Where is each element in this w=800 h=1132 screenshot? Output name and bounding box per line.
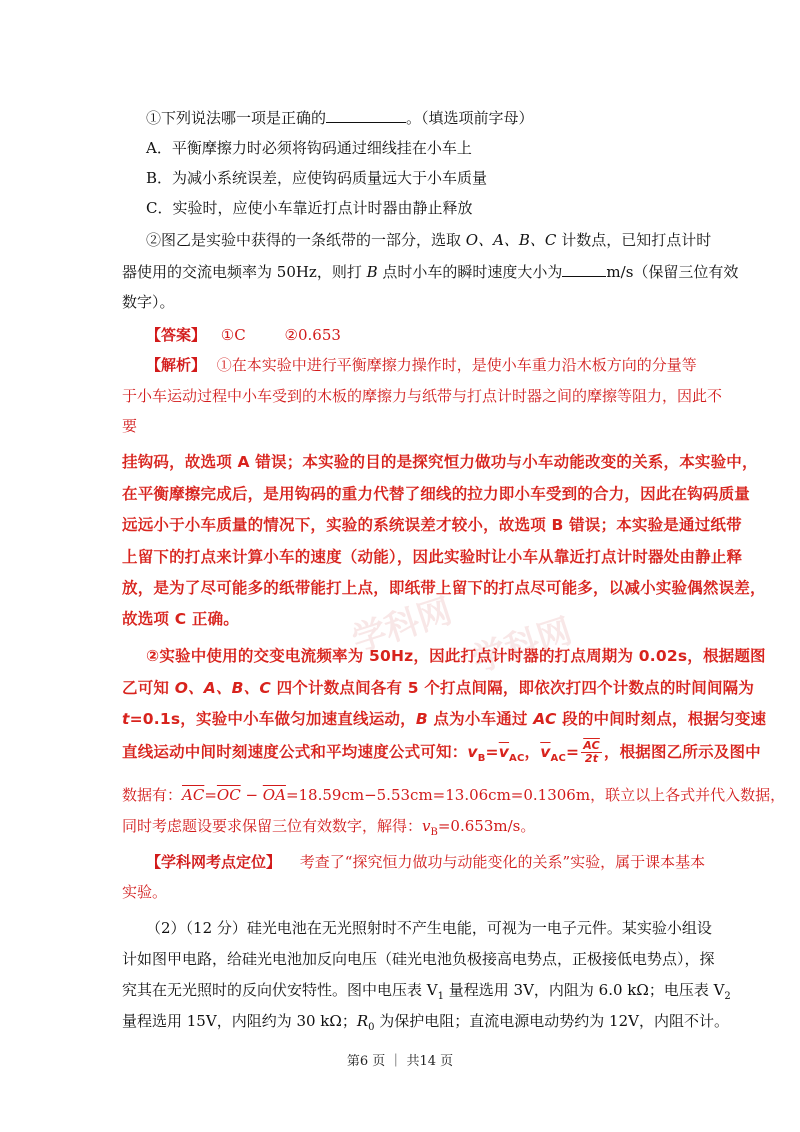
- analysis-line-1: 【解析】 ①在本实验中进行平衡摩擦力操作时，是使小车重力沿木板方向的分量等: [146, 356, 697, 374]
- part2-line-3: 究其在无光照时的反向伏安特性。图中电压表 $V_1$ 量程选用 3V，内阻为 6.0 kΩ；电压表 $V_2$: [122, 981, 731, 1002]
- fraction: $\frac{\overline{AC}}{2t}$: [583, 739, 600, 765]
- page-number: 第6 页 ｜ 共14 页: [346, 1054, 454, 1069]
- question-2-line-3: 数字）。: [122, 293, 175, 311]
- option-a: A．平衡摩擦力时必须将钩码通过细线挂在小车上: [146, 139, 472, 157]
- question-2-line-1: ②图乙是实验中获得的一条纸带的一部分，选取 O、A、B、C 计数点，已知打点计时: [146, 231, 712, 249]
- watermark: 学科网: [467, 611, 577, 681]
- analysis-body-2: 在平衡摩擦完成后，是用钩码的重力代替了细线的拉力即小车受到的合力，因此在钩码质量: [122, 485, 751, 503]
- analysis-line-2: 于小车运动过程中小车受到的木板的摩擦力与纸带与打点计时器之间的摩擦等阻力，因此不: [122, 387, 723, 405]
- analysis-result-line: 同时考虑题设要求保留三位有效数字，解得：$v_B=0.653m/s$。: [122, 817, 536, 838]
- analysis-line-3: 要: [122, 417, 138, 435]
- analysis-part2-3: t=0.1s，实验中小车做匀加速直线运动，B 点为小车通过 AC 段的中间时刻点，根据匀变速: [122, 710, 767, 728]
- answer-line: 【答案】 ①C ②0.653: [146, 326, 341, 344]
- analysis-part2-4: 直线运动中间时刻速度公式和平均速度公式可知：$v_B=\overline{v}_{AC}$，$\overline{v}_{AC}=$ $\frac{\overline{AC}}{2t}$ ，根据图乙所示及图中: [122, 739, 761, 765]
- watermark: 学科网: [347, 591, 457, 661]
- part2-line-1: （2）（12 分）硅光电池在无光照射时不产生电能，可视为一电子元件。某实验小组设: [146, 919, 712, 937]
- answer-blank[interactable]: [562, 262, 606, 277]
- option-c: C．实验时，应使小车靠近打点计时器由静止释放: [146, 199, 473, 217]
- analysis-body-5: 放，是为了尽可能多的纸带能打上点，即纸带上留下的打点尽可能多，以减小实验偶然误差，: [122, 579, 766, 597]
- part2-line-4: 量程选用 15V，内阻约为 30 kΩ；$R_0$ 为保护电阻；直流电源电动势约为 12V，内阻不计。: [122, 1012, 729, 1033]
- analysis-label: 【解析】: [146, 356, 207, 374]
- analysis-body-1: 挂钩码，故选项 A 错误；本实验的目的是探究恒力做功与小车动能改变的关系，本实验中，: [122, 453, 758, 471]
- analysis-body-6: 故选项 C 正确。: [122, 610, 239, 628]
- answer-label: 【答案】: [146, 326, 207, 344]
- answer-blank[interactable]: [326, 108, 406, 123]
- location-line-2: 实验。: [122, 883, 168, 901]
- analysis-body-3: 远远小于小车质量的情况下，实验的系统误差才较小，故选项 B 错误；本实验是通过纸带: [122, 516, 742, 534]
- location-label: 【学科网考点定位】: [146, 853, 282, 871]
- analysis-body-4: 上留下的打点来计算小车的速度（动能），因此实验时让小车从靠近打点计时器处由静止释: [122, 548, 743, 566]
- location-line: 【学科网考点定位】 考查了“探究恒力做功与动能变化的关系”实验，属于课本基本: [146, 853, 706, 871]
- question-stem: ①下列说法哪一项是正确的 。（填选项前字母）: [146, 109, 534, 127]
- part2-line-2: 计如图甲电路，给硅光电池加反向电压（硅光电池负极接高电势点，正极接低电势点），探: [122, 950, 715, 968]
- analysis-part2-2: 乙可知 O、A、B、C 四个计数点间各有 5 个打点间隔，即依次打四个计数点的时间间隔为: [122, 679, 755, 697]
- option-b: B．为减小系统误差，应使钩码质量远大于小车质量: [146, 169, 488, 187]
- analysis-data-line: 数据有：$\overline{AC}=\overline{OC} - \overline{OA}=18.59cm-5.53cm=13.06cm=0.1306m$，联立以上各式并代入数据，: [122, 786, 786, 804]
- question-2-line-2: 器使用的交流电频率为 50Hz，则打 B 点时小车的瞬时速度大小为 m/s（保留三位有效: [122, 263, 739, 281]
- analysis-part2-1: ②实验中使用的交变电流频率为 50Hz，因此打点计时器的打点周期为 0.02s，根据题图: [146, 647, 766, 665]
